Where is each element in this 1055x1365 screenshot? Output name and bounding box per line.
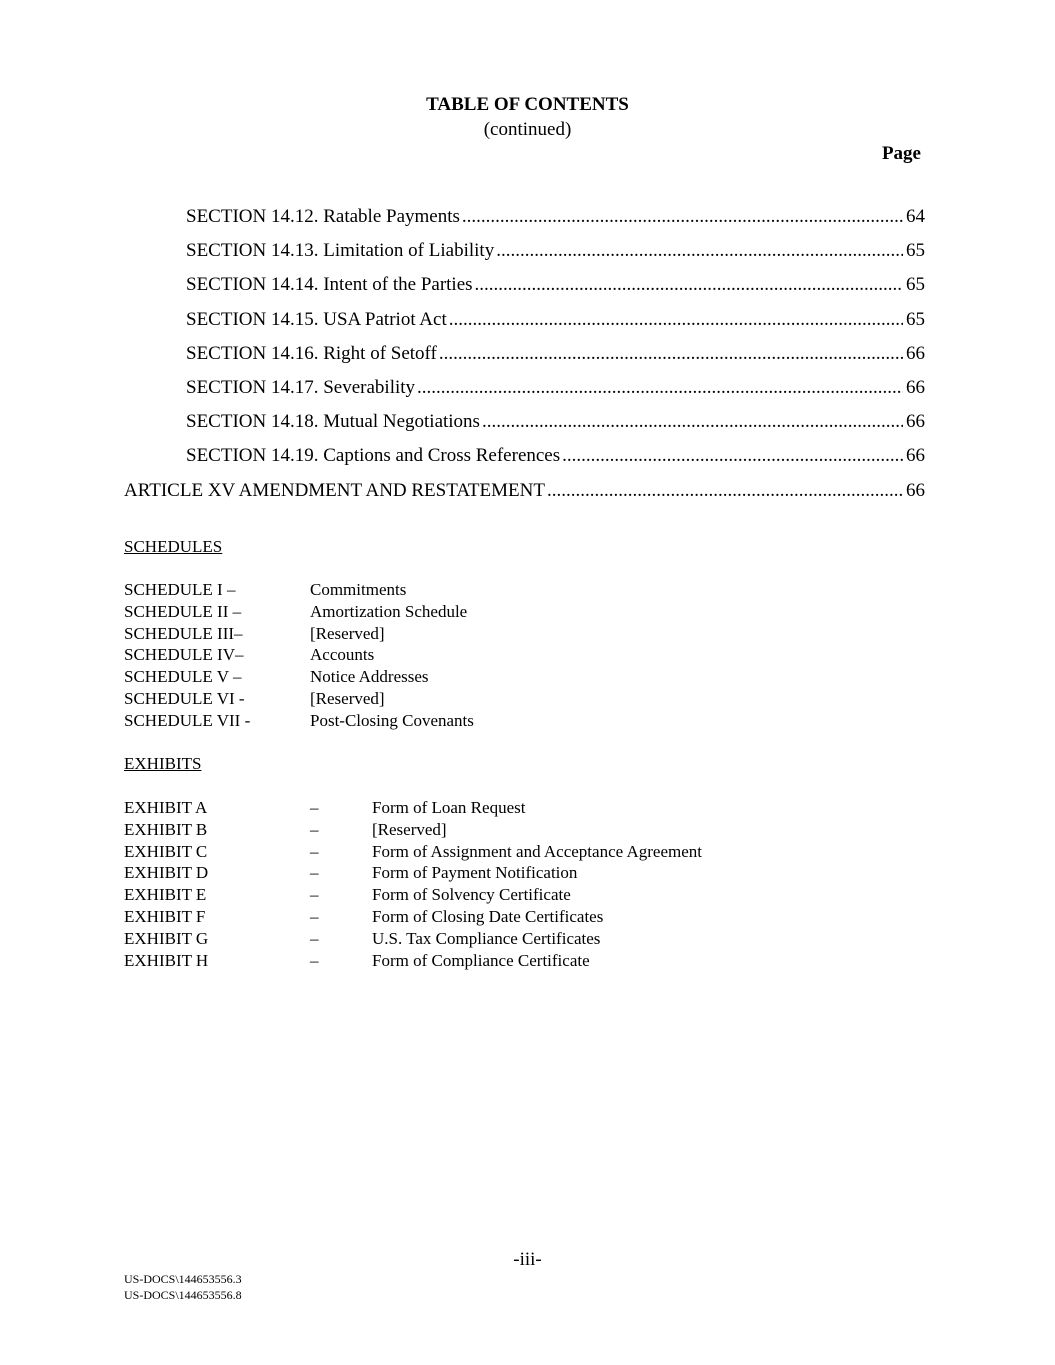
toc-entry-page: 65 (906, 274, 925, 296)
toc-entry-label: SECTION 14.12. Ratable Payments (186, 206, 460, 227)
schedule-title: Commitments (310, 580, 407, 599)
toc-entry-page: 66 (906, 377, 925, 398)
toc-entry[interactable] (124, 478, 925, 504)
schedule-id: SCHEDULE V – (124, 667, 242, 687)
exhibits-heading: EXHIBITS (124, 754, 202, 773)
exhibit-id: EXHIBIT F (124, 906, 206, 926)
exhibit-title: Form of Loan Request (372, 798, 526, 817)
doc-id: US-DOCS\144653556.8 (124, 1288, 242, 1302)
toc-entry-page: 66 (906, 445, 925, 467)
schedule-id: SCHEDULE I – (124, 580, 236, 599)
toc-entry-label: SECTION 14.13. Limitation of Liability (186, 240, 495, 262)
exhibit-title: Form of Assignment and Acceptance Agreement (372, 841, 702, 861)
schedule-title: Post-Closing Covenants (310, 710, 474, 730)
toc-entry[interactable] (186, 204, 925, 230)
toc-entry-label: SECTION 14.14. Intent of the Parties (186, 274, 473, 296)
toc-entry[interactable] (186, 409, 925, 435)
toc-entry-page: 65 (906, 240, 925, 262)
page-title: TABLE OF CONTENTS (426, 94, 629, 115)
schedule-id: SCHEDULE VII - (124, 710, 251, 730)
toc-entry-label: SECTION 14.15. USA Patriot Act (186, 308, 447, 330)
exhibit-dash: – (310, 928, 319, 948)
dot-leader (496, 238, 903, 264)
toc-entry-label: SECTION 14.16. Right of Setoff (186, 342, 437, 364)
exhibit-title: Form of Payment Notification (372, 863, 578, 883)
exhibit-dash: – (310, 798, 319, 817)
exhibit-id: EXHIBIT H (124, 950, 209, 970)
toc-entry-label: ARTICLE XV AMENDMENT AND RESTATEMENT (124, 479, 545, 501)
toc-entry[interactable] (186, 443, 925, 469)
exhibit-id: EXHIBIT D (124, 863, 209, 883)
toc-entry-page: 66 (906, 342, 925, 364)
schedule-id: SCHEDULE IV– (124, 645, 244, 665)
toc-entry-page: 66 (906, 479, 925, 501)
schedule-title: Amortization Schedule (310, 601, 468, 621)
toc-entry[interactable] (186, 272, 925, 298)
exhibit-title: Form of Compliance Certificate (372, 950, 590, 970)
exhibit-id: EXHIBIT A (124, 798, 208, 817)
exhibit-dash: – (310, 863, 319, 883)
exhibit-id: EXHIBIT C (124, 841, 208, 861)
exhibit-id: EXHIBIT E (124, 885, 207, 905)
exhibit-title: U.S. Tax Compliance Certificates (372, 928, 601, 948)
schedule-title: [Reserved] (310, 623, 385, 643)
dot-leader (449, 307, 903, 333)
toc-entry[interactable] (186, 238, 925, 264)
exhibit-title: Form of Closing Date Certificates (372, 906, 604, 926)
dot-leader (547, 478, 903, 504)
schedule-title: [Reserved] (310, 688, 385, 708)
schedule-title: Notice Addresses (310, 667, 429, 687)
exhibit-title: Form of Solvency Certificate (372, 885, 571, 905)
exhibit-id: EXHIBIT B (124, 819, 208, 839)
toc-entry[interactable] (186, 375, 925, 401)
toc-entry-label: SECTION 14.18. Mutual Negotiations (186, 411, 480, 433)
page-column-label: Page (881, 143, 921, 164)
toc-entry-page: 66 (906, 411, 925, 433)
exhibit-dash: – (310, 950, 319, 970)
schedule-id: SCHEDULE II – (124, 601, 242, 621)
toc-entry-label: SECTION 14.19. Captions and Cross References (186, 445, 561, 467)
exhibit-title: [Reserved] (372, 819, 447, 839)
exhibit-dash: – (310, 906, 319, 926)
toc-entry[interactable] (186, 341, 925, 367)
dot-leader (475, 272, 903, 298)
toc-entry[interactable] (186, 307, 925, 333)
schedules-heading: SCHEDULES (124, 537, 223, 556)
page-number: -iii- (513, 1249, 542, 1270)
toc-entry-page: 65 (906, 308, 925, 330)
dot-leader (439, 341, 903, 367)
dot-leader (417, 375, 903, 401)
schedule-title: Accounts (310, 645, 375, 665)
dot-leader (462, 204, 903, 230)
exhibit-dash: – (310, 841, 319, 861)
exhibit-id: EXHIBIT G (124, 928, 209, 948)
dot-leader (482, 409, 903, 435)
exhibit-dash: – (310, 885, 319, 905)
exhibit-dash: – (310, 819, 319, 839)
page-subtitle: (continued) (483, 119, 572, 140)
dot-leader (562, 443, 903, 469)
schedule-id: SCHEDULE VI - (124, 688, 245, 708)
schedule-id: SCHEDULE III– (124, 623, 243, 643)
doc-id: US-DOCS\144653556.3 (124, 1272, 242, 1286)
toc-entry-label: SECTION 14.17. Severability (186, 377, 416, 398)
toc-entry-page: 64 (906, 206, 925, 227)
